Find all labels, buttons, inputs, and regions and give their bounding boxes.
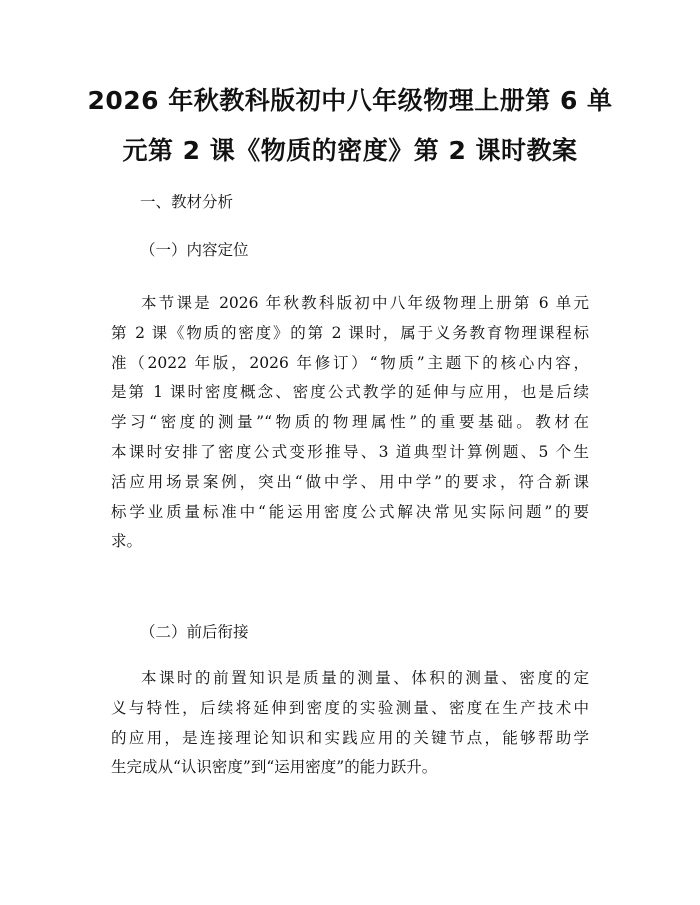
paragraph-line: 本课时的前置知识是质量的测量、体积的测量、密度的定 — [141, 669, 589, 687]
paragraph-line: 本课时安排了密度公式变形推导、3 道典型计算例题、5 个生 — [111, 442, 589, 461]
paragraph-line: 生完成从“认识密度”到“运用密度”的能力跃升。 — [111, 758, 438, 777]
document-title — [80, 76, 620, 176]
section-heading: 一、教材分析 — [140, 193, 234, 211]
paragraph-content-position — [111, 289, 589, 557]
title-line: 2026 年秋教科版初中八年级物理上册第 6 单 — [87, 86, 613, 115]
paragraph-connection — [111, 664, 589, 783]
paragraph-line: 义与特性，后续将延伸到密度的实验测量、密度在生产技术中 — [111, 698, 589, 717]
paragraph-line: 的应用，是连接理论知识和实践应用的关键节点，能够帮助学 — [111, 728, 589, 747]
paragraph-line: 活应用场景案例，突出“做中学、用中学”的要求，符合新课 — [111, 472, 589, 491]
paragraph-line: 学习“密度的测量”“物质的物理属性”的重要基础。教材在 — [111, 413, 589, 432]
paragraph-line: 准（2022 年版，2026 年修订）“物质”主题下的核心内容， — [111, 353, 589, 372]
paragraph-line: 求。 — [111, 532, 143, 551]
subsection-heading-content-position: （一）内容定位 — [140, 241, 249, 259]
title-line: 元第 2 课《物质的密度》第 2 课时教案 — [122, 136, 578, 165]
paragraph-line: 第 2 课《物质的密度》的第 2 课时，属于义务教育物理课程标 — [111, 323, 589, 342]
subsection-heading-connection: （二）前后衔接 — [140, 623, 249, 641]
paragraph-line: 是第 1 课时密度概念、密度公式教学的延伸与应用，也是后续 — [111, 383, 589, 402]
paragraph-line: 标学业质量标准中“能运用密度公式解决常见实际问题”的要 — [111, 502, 589, 521]
paragraph-line: 本节课是 2026 年秋教科版初中八年级物理上册第 6 单元 — [141, 294, 589, 312]
